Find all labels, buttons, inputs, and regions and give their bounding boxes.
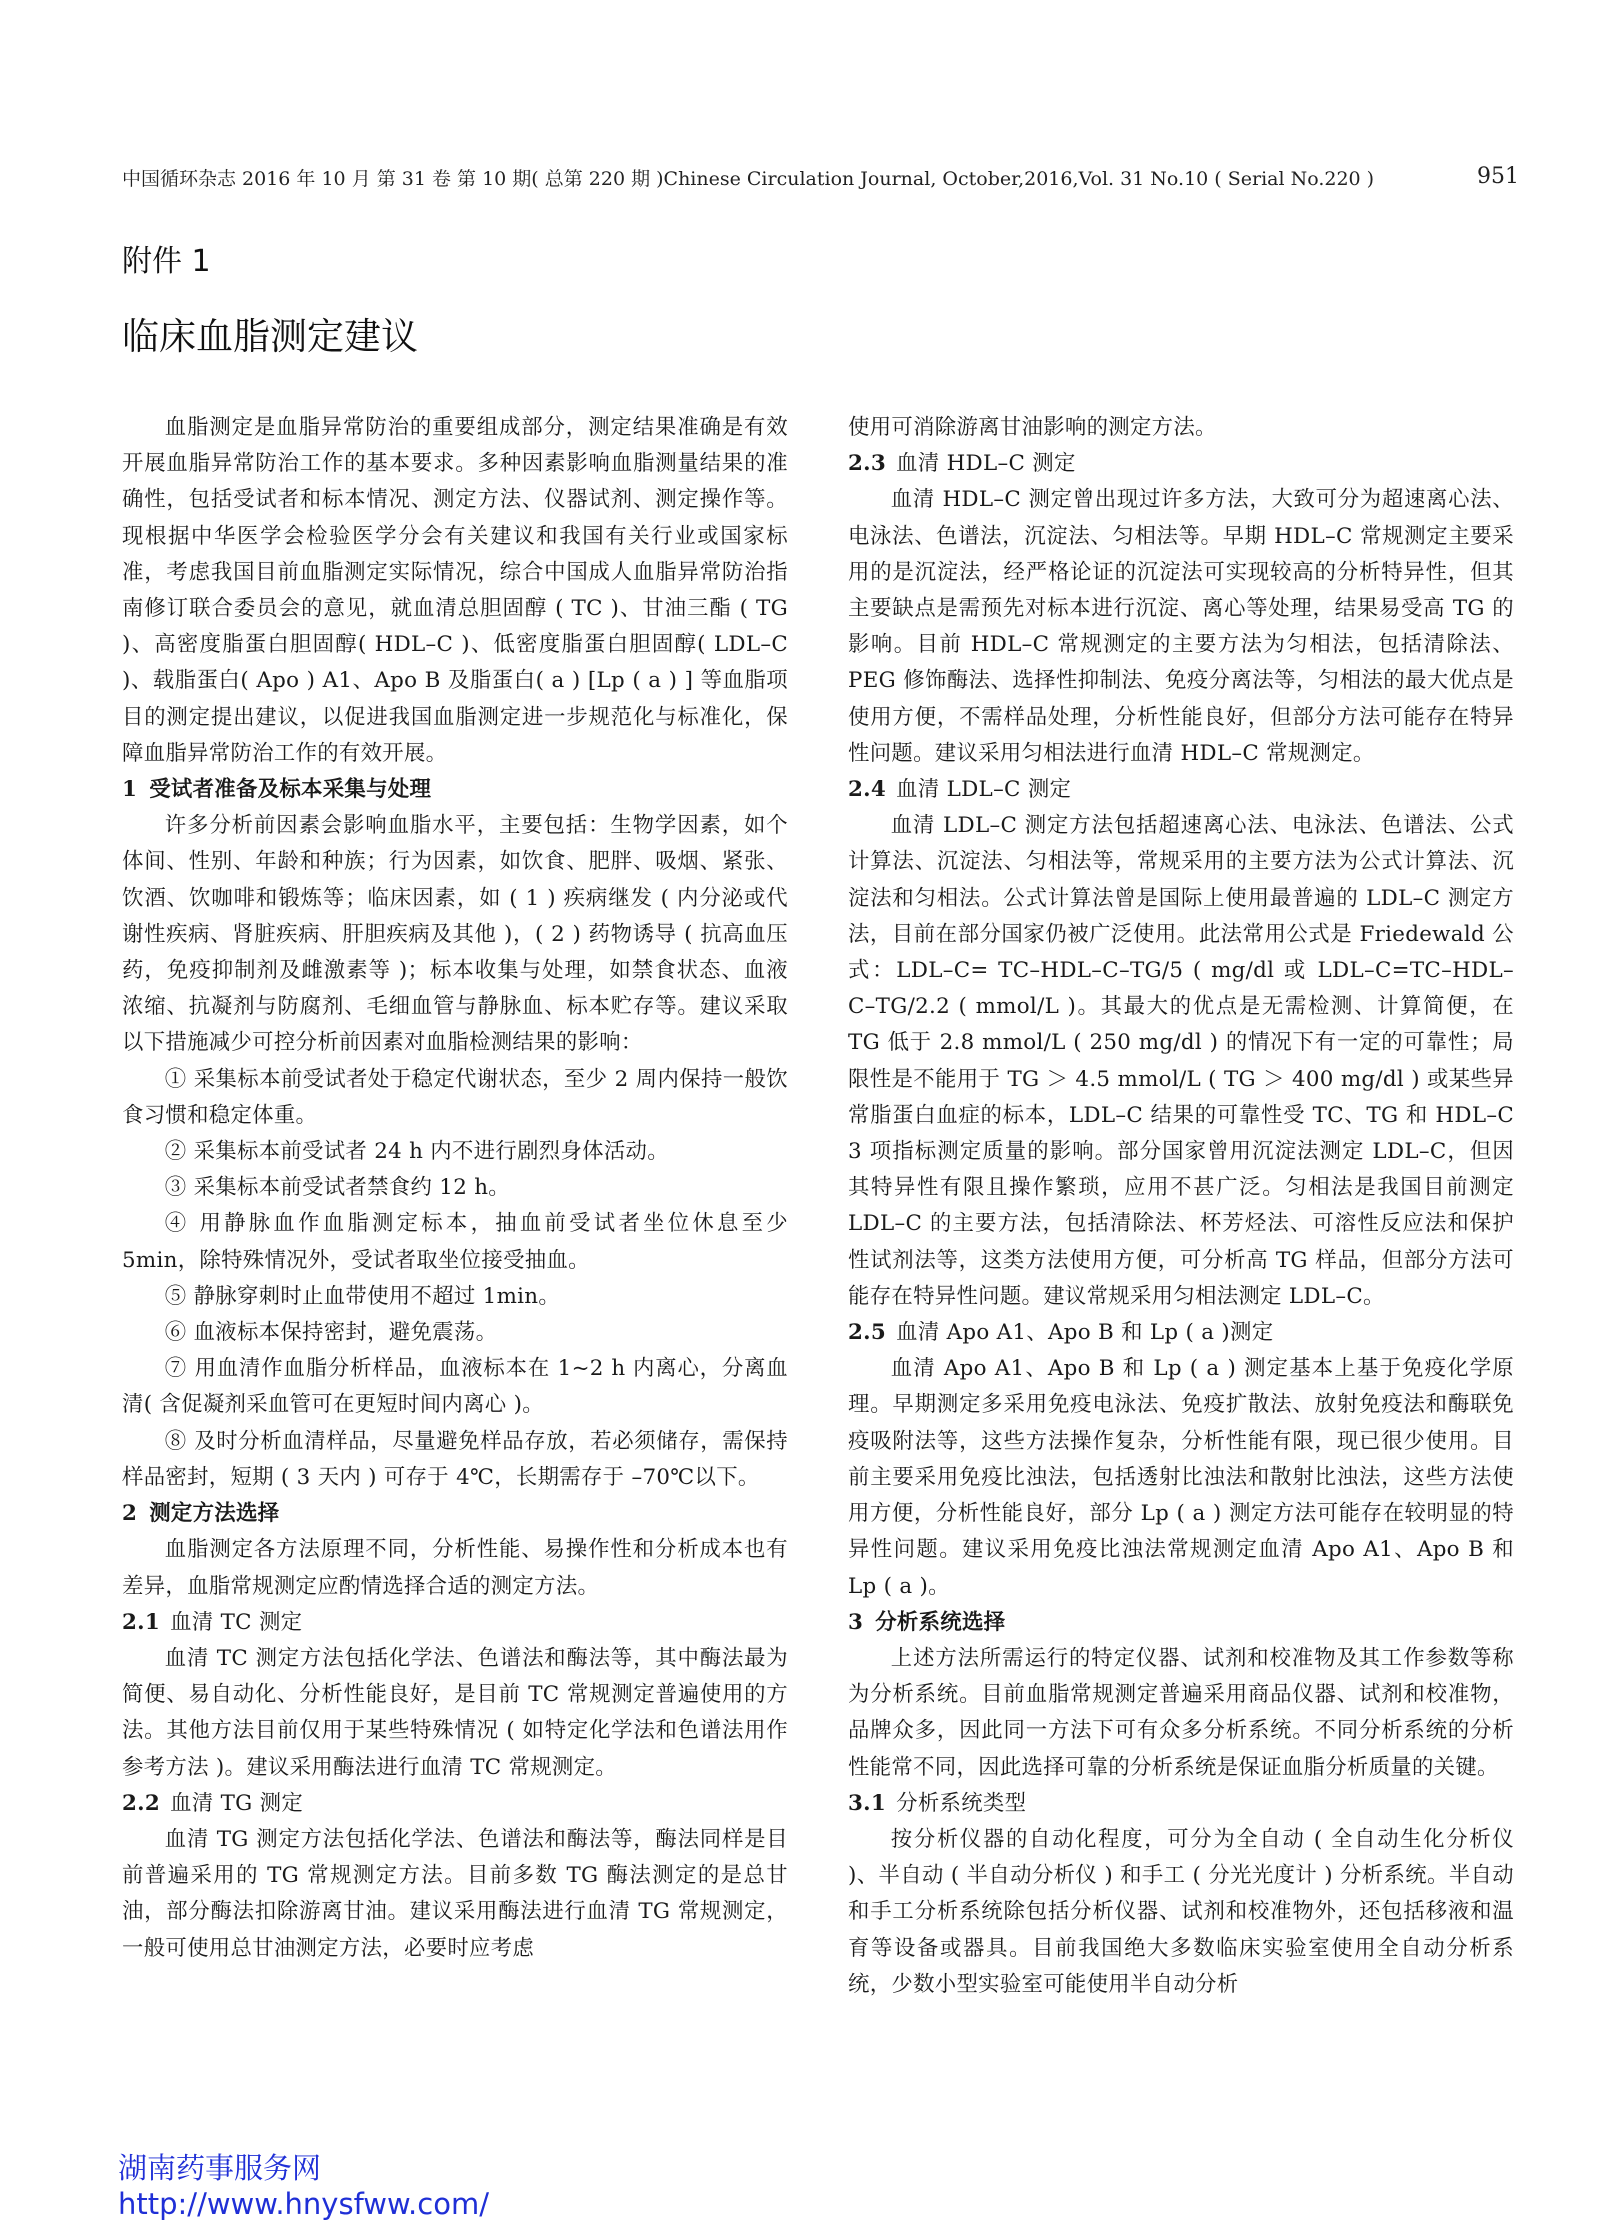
section-number: 2.4 (848, 777, 887, 803)
subsection-2-5-heading (848, 1315, 1514, 1351)
paragraph: 血脂测定各方法原理不同，分析性能、易操作性和分析成本也有差异，血脂常规测定应酌情选择合适的测定方法。 (122, 1537, 788, 1599)
list-item: ⑦ 用血清作血脂分析样品，血液标本在 1~2 h 内离心，分离血清( 含促凝剂采血管可在更短时间内离心 )。 (122, 1356, 788, 1418)
left-column (122, 410, 788, 1967)
section-1-heading (122, 772, 788, 808)
list-item: ② 采集标本前受试者 24 h 内不进行剧烈身体活动。 (164, 1139, 669, 1165)
subsection-2-2-heading (122, 1786, 788, 1822)
paper-title: 临床血脂测定建议 (122, 315, 418, 358)
list-item: ⑤ 静脉穿刺时止血带使用不超过 1min。 (164, 1283, 561, 1309)
running-header: 中国循环杂志 2016 年 10 月 第 31 卷 第 10 期( 总第 220 期 )Chinese Circulation Journal, October,2016,Vol. 31 No.10 ( Serial No.220 ) (122, 168, 1375, 190)
right-column (848, 410, 1514, 2003)
appendix-label: 附件 1 (122, 244, 211, 279)
section-title: 血清 LDL–C 测定 (896, 777, 1072, 803)
subsection-2-4-heading (848, 772, 1514, 808)
section-title: 血清 TC 测定 (170, 1609, 303, 1635)
paragraph: 上述方法所需运行的特定仪器、试剂和校准物及其工作参数等称为分析系统。目前血脂常规测定普遍采用商品仪器、试剂和校准物，品牌众多，因此同一方法下可有众多分析系统。不同分析系统的分析性能常不同，因此选择可靠的分析系统是保证血脂分析质量的关键。 (848, 1645, 1514, 1780)
section-title: 分析系统选择 (875, 1609, 1006, 1635)
section-number: 3.1 (848, 1790, 887, 1816)
continued-paragraph: 使用可消除游离甘油影响的测定方法。 (848, 415, 1217, 440)
paragraph: 血清 Apo A1、Apo B 和 Lp ( a ) 测定基本上基于免疫化学原理。早期测定多采用免疫电泳法、免疫扩散法、放射免疫法和酶联免疫吸附法等，这些方法操作复杂，分析性能有限，现已很少使用。目前主要采用免疫比浊法，包括透射比浊法和散射比浊法，这些方法使用方便，分析性能良好，部分 Lp ( a ) 测定方法可能存在较明显的特异性问题。建议采用免疫比浊法常规测定血清 Apo A1、Apo B 和 Lp ( a )。 (848, 1356, 1514, 1599)
section-title: 血清 HDL–C 测定 (896, 451, 1076, 477)
section-3-heading (848, 1605, 1514, 1641)
list-item: ① 采集标本前受试者处于稳定代谢状态，至少 2 周内保持一般饮食习惯和稳定体重。 (122, 1066, 788, 1128)
section-2-heading (122, 1496, 788, 1532)
list-item: ④ 用静脉血作血脂测定标本，抽血前受试者坐位休息至少 5min，除特殊情况外，受试者取坐位接受抽血。 (122, 1211, 788, 1273)
list-item: ⑥ 血液标本保持密封，避免震荡。 (164, 1320, 498, 1346)
paragraph: 许多分析前因素会影响血脂水平，主要包括：生物学因素，如个体间、性别、年龄和种族；行为因素，如饮食、肥胖、吸烟、紧张、饮酒、饮咖啡和锻炼等；临床因素，如 ( 1 ) 疾病继发 ( 内分泌或代谢性疾病、肾脏疾病、肝胆疾病及其他 )，( 2 ) 药物诱导 ( 抗高血压药，免疫抑制剂及雌激素等 )；标本收集与处理，如禁食状态、血液浓缩、抗凝剂与防腐剂、毛细血管与静脉血、标本贮存等。建议采取以下措施减少可控分析前因素对血脂检测结果的影响： (122, 813, 788, 1056)
section-number: 2.2 (122, 1790, 161, 1816)
watermark (118, 2150, 489, 2222)
watermark-site-name: 湖南药事服务网 (118, 2151, 322, 2185)
paragraph: 血清 TG 测定方法包括化学法、色谱法和酶法等，酶法同样是目前普遍采用的 TG 常规测定方法。目前多数 TG 酶法测定的是总甘油，部分酶法扣除游离甘油。建议采用酶法进行血清 TG 常规测定，一般可使用总甘油测定方法，必要时应考虑 (122, 1826, 788, 1961)
paragraph: 血清 TC 测定方法包括化学法、色谱法和酶法等，其中酶法最为简便、易自动化、分析性能良好，是目前 TC 常规测定普遍使用的方法。其他方法目前仅用于某些特殊情况 ( 如特定化学法和色谱法用作参考方法 )。建议采用酶法进行血清 TC 常规测定。 (122, 1645, 788, 1780)
page-number: 951 (1477, 164, 1519, 189)
section-title: 测定方法选择 (149, 1501, 280, 1527)
section-title: 受试者准备及标本采集与处理 (149, 777, 432, 803)
section-number: 2.1 (122, 1609, 161, 1635)
list-item: ③ 采集标本前受试者禁食约 12 h。 (164, 1175, 510, 1201)
section-number: 1 (122, 777, 138, 803)
section-number: 3 (848, 1609, 864, 1635)
paragraph: 血清 LDL–C 测定方法包括超速离心法、电泳法、色谱法、公式计算法、沉淀法、匀相法等，常规采用的主要方法为公式计算法、沉淀法和匀相法。公式计算法曾是国际上使用最普遍的 LDL–C 测定方法，目前在部分国家仍被广泛使用。此法常用公式是 Friedewald 公式：LDL–C= TC–HDL–C–TG/5 ( mg/dl 或 LDL–C=TC–HDL–C–TG/2.2 ( mmol/L )。其最大的优点是无需检测、计算简便，在 TG 低于 2.8 mmol/L ( 250 mg/dl ) 的情况下有一定的可靠性；局限性是不能用于 TG ＞ 4.5 mmol/L ( TG ＞ 400 mg/dl ) 或某些异常脂蛋白血症的标本，LDL–C 结果的可靠性受 TC、TG 和 HDL–C 3 项指标测定质量的影响。部分国家曾用沉淀法测定 LDL–C，但因其特异性有限且操作繁琐，应用不甚广泛。匀相法是我国目前测定 LDL–C 的主要方法，包括清除法、杯芳烃法、可溶性反应法和保护性试剂法等，这类方法使用方便，可分析高 TG 样品，但部分方法可能存在特异性问题。建议常规采用匀相法测定 LDL–C。 (848, 813, 1514, 1309)
section-title: 血清 TG 测定 (170, 1790, 304, 1816)
section-number: 2.3 (848, 451, 887, 477)
intro-paragraph: 血脂测定是血脂异常防治的重要组成部分，测定结果准确是有效开展血脂异常防治工作的基本要求。多种因素影响血脂测量结果的准确性，包括受试者和标本情况、测定方法、仪器试剂、测定操作等。现根据中华医学会检验医学分会有关建议和我国有关行业或国家标准，考虑我国目前血脂测定实际情况，综合中国成人血脂异常防治指南修订联合委员会的意见，就血清总胆固醇 ( TC )、甘油三酯 ( TG )、高密度脂蛋白胆固醇( HDL–C )、低密度脂蛋白胆固醇( LDL–C )、载脂蛋白( Apo ) A1、Apo B 及脂蛋白( a ) [Lp ( a ) ] 等血脂项目的测定提出建议，以促进我国血脂测定进一步规范化与标准化，保障血脂异常防治工作的有效开展。 (122, 415, 788, 766)
subsection-2-1-heading (122, 1605, 788, 1641)
paragraph: 血清 HDL–C 测定曾出现过许多方法，大致可分为超速离心法、电泳法、色谱法，沉淀法、匀相法等。早期 HDL–C 常规测定主要采用的是沉淀法，经严格论证的沉淀法可实现较高的分析特异性，但其主要缺点是需预先对标本进行沉淀、离心等处理，结果易受高 TG 的影响。目前 HDL–C 常规测定的主要方法为匀相法，包括清除法、PEG 修饰酶法、选择性抑制法、免疫分离法等，匀相法的最大优点是使用方便，不需样品处理，分析性能良好，但部分方法可能存在特异性问题。建议采用匀相法进行血清 HDL–C 常规测定。 (848, 487, 1514, 766)
subsection-2-3-heading (848, 446, 1514, 482)
paragraph: 按分析仪器的自动化程度，可分为全自动 ( 全自动生化分析仪 )、半自动 ( 半自动分析仪 ) 和手工 ( 分光光度计 ) 分析系统。半自动和手工分析系统除包括分析仪器、试剂和校准物外，还包括移液和温育等设备或器具。目前我国绝大多数临床实验室使用全自动分析系统，少数小型实验室可能使用半自动分析 (848, 1826, 1514, 1997)
watermark-url: http://www.hnysfww.com/ (118, 2187, 489, 2221)
section-title: 血清 Apo A1、Apo B 和 Lp ( a )测定 (896, 1320, 1274, 1346)
section-title: 分析系统类型 (896, 1790, 1027, 1816)
section-number: 2.5 (848, 1320, 887, 1346)
subsection-3-1-heading (848, 1786, 1514, 1822)
section-number: 2 (122, 1501, 138, 1527)
list-item: ⑧ 及时分析血清样品，尽量避免样品存放，若必须储存，需保持样品密封，短期 ( 3 天内 ) 可存于 4℃，长期需存于 –70℃以下。 (122, 1428, 788, 1490)
